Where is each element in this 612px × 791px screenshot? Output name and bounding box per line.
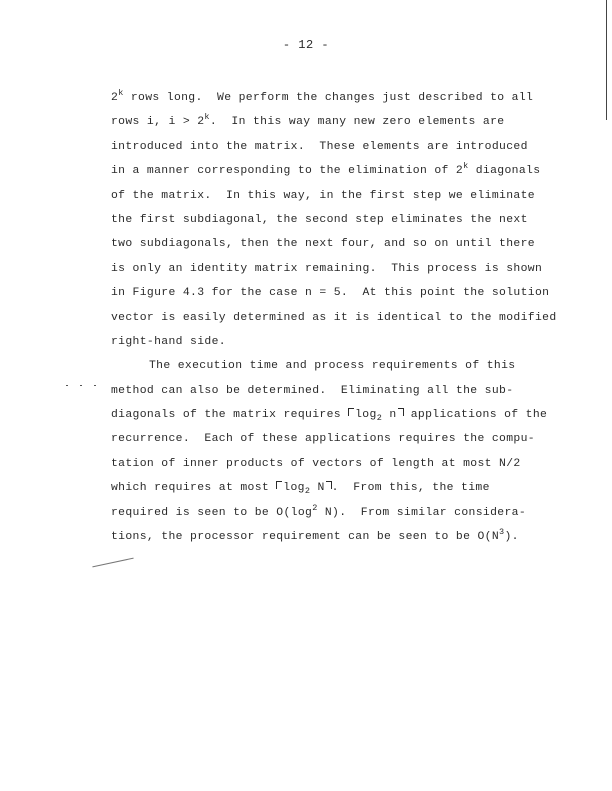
text-line: in Figure 4.3 for the case n = 5. At this point the solution xyxy=(111,287,550,300)
scan-artifact-dots xyxy=(80,385,82,386)
text-fragment: in a manner corresponding to the elimination of 2 xyxy=(111,165,464,178)
text-fragment: diagonals xyxy=(468,165,541,178)
text-line xyxy=(111,403,581,427)
text-fragment: rows long. We perform the changes just described to all xyxy=(123,92,534,104)
text-fragment: n xyxy=(382,409,397,422)
scan-artifact-dots xyxy=(66,385,68,386)
text-line: The execution time and process requirements of this xyxy=(149,360,516,373)
text-fragment: N). From similar considera- xyxy=(317,506,527,519)
text-line xyxy=(111,525,581,549)
text-fragment: . In this way many new zero elements are xyxy=(209,116,505,129)
text-line: is only an identity matrix remaining. This process is shown xyxy=(111,262,543,275)
text-line: two subdiagonals, then the next four, and so on until there xyxy=(111,238,535,251)
ceiling-left-bracket xyxy=(348,408,354,416)
scan-artifact-right-edge xyxy=(606,0,607,120)
text-fragment: rows i, i > 2 xyxy=(111,116,205,129)
text-fragment: ). xyxy=(504,531,519,544)
superscript: 3 xyxy=(499,527,505,538)
body-text xyxy=(111,86,581,549)
text-line xyxy=(111,86,581,110)
superscript: k xyxy=(463,161,469,172)
scan-artifact-dots xyxy=(94,385,96,386)
superscript: 2 xyxy=(312,502,318,513)
superscript: k xyxy=(118,88,124,98)
text-fragment: N xyxy=(310,482,325,495)
text-line xyxy=(111,159,581,183)
ceiling-left-bracket xyxy=(276,481,282,489)
text-line: vector is easily determined as it is identical to the modified xyxy=(111,311,557,324)
text-line: the first subdiagonal, the second step eliminates the next xyxy=(111,213,528,226)
text-fragment: tions, the processor requirement can be seen to be O(N xyxy=(111,531,500,544)
scan-artifact-stroke xyxy=(92,558,133,568)
text-fragment: diagonals of the matrix requires xyxy=(111,409,349,422)
superscript: k xyxy=(204,112,210,123)
text-fragment: 2 xyxy=(111,92,119,104)
text-fragment: . From this, the time xyxy=(331,482,490,495)
text-line xyxy=(111,110,581,134)
text-line: tation of inner products of vectors of length at most N/2 xyxy=(111,457,521,470)
text-fragment: applications of the xyxy=(403,409,548,422)
text-line: of the matrix. In this way, in the first step we eliminate xyxy=(111,189,535,202)
text-fragment: which requires at most xyxy=(111,482,277,495)
text-fragment: log xyxy=(283,482,305,495)
text-line: introduced into the matrix. These elements are introduced xyxy=(111,140,528,153)
subscript: 2 xyxy=(376,413,383,424)
text-line: right-hand side. xyxy=(111,335,226,348)
page-number: - 12 - xyxy=(282,38,330,52)
text-fragment: log xyxy=(355,409,377,422)
subscript: 2 xyxy=(304,486,311,497)
text-line xyxy=(111,501,581,525)
text-line: method can also be determined. Eliminating all the sub- xyxy=(111,384,514,397)
text-line xyxy=(111,476,581,500)
text-line: recurrence. Each of these applications requires the compu- xyxy=(111,433,535,446)
text-fragment: required is seen to be O(log xyxy=(111,506,313,519)
